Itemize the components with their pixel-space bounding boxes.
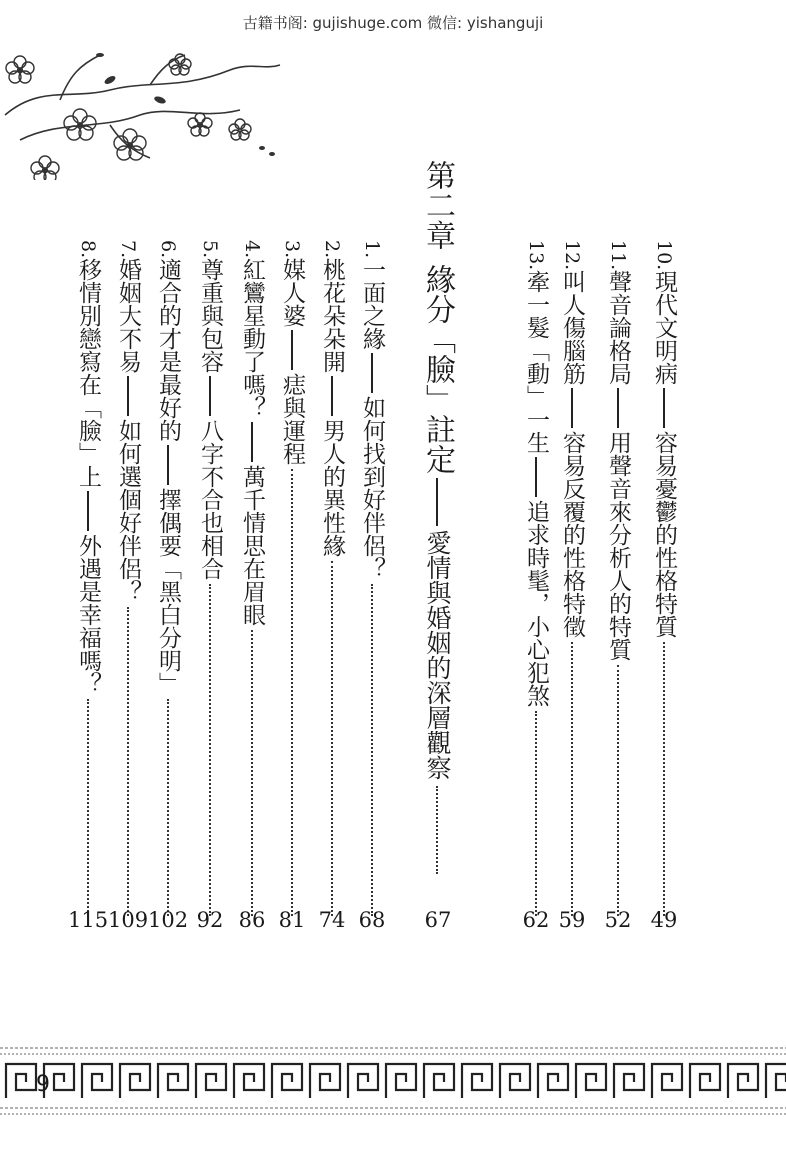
entry-subtitle: 擇偶要「黑白分明」 — [155, 488, 181, 696]
chapter-subtitle: 愛情與婚姻的深層觀察 — [423, 530, 452, 780]
leader-dots — [251, 630, 253, 916]
toc-entry[interactable] — [154, 240, 182, 920]
entry-page-number: 115 — [68, 908, 109, 932]
toc-entry[interactable] — [318, 240, 346, 920]
toc-entry[interactable] — [358, 240, 386, 920]
entry-number: 10. — [653, 240, 675, 271]
entry-subtitle: 如何找到好伴侶？ — [359, 396, 385, 581]
entry-number: 7. — [117, 240, 139, 259]
footer-page-number: 9 — [36, 1072, 50, 1097]
entry-subtitle: 追求時髦，小心犯煞 — [523, 500, 549, 708]
entry-subtitle: 萬千情思在眉眼 — [239, 465, 265, 627]
leader-dots — [209, 584, 211, 916]
entry-dash — [87, 491, 89, 531]
entry-title: 移情別戀寫在「臉」上 — [75, 258, 101, 489]
entry-dash — [331, 376, 333, 416]
entry-page-number: 52 — [604, 908, 632, 932]
plum-blossom-ornament — [0, 30, 290, 180]
entry-subtitle: 八字不合也相合 — [197, 419, 223, 581]
leader-dots — [436, 786, 438, 874]
leader-dots — [167, 699, 169, 916]
entry-number: 12. — [561, 240, 583, 271]
leader-dots — [571, 642, 573, 916]
chapter-label: 第二章 — [420, 160, 455, 250]
entry-title: 牽一髮「動」一生 — [523, 270, 549, 455]
entry-dash — [535, 457, 537, 497]
entry-number: 6. — [157, 240, 179, 259]
entry-page-number: 62 — [522, 908, 550, 932]
leader-dots — [291, 469, 293, 916]
chapter-dash — [436, 478, 438, 526]
entry-number: 4. — [241, 240, 263, 259]
entry-page-number: 81 — [278, 908, 306, 932]
entry-page-number: 109 — [108, 908, 149, 932]
entry-page-number: 102 — [148, 908, 189, 932]
toc-entry[interactable] — [114, 240, 142, 920]
entry-title: 叫人傷腦筋 — [559, 270, 585, 386]
entry-number: 13. — [525, 240, 547, 271]
entry-subtitle: 外遇是幸福嗎？ — [75, 534, 101, 696]
entry-subtitle: 男人的異性緣 — [319, 419, 345, 558]
toc-entry[interactable] — [604, 240, 632, 920]
entry-number: 5. — [199, 240, 221, 259]
entry-number: 1. — [361, 240, 383, 259]
entry-title: 媒人婆 — [279, 258, 305, 328]
entry-title: 一面之緣 — [359, 258, 385, 351]
entry-dash — [251, 422, 253, 462]
entry-title: 現代文明病 — [651, 270, 677, 386]
entry-title: 桃花朵朵開 — [319, 258, 345, 374]
entry-number: 2. — [321, 240, 343, 259]
toc-entry[interactable] — [278, 240, 306, 920]
entry-title: 適合的才是最好的 — [155, 258, 181, 443]
entry-page-number: 59 — [558, 908, 586, 932]
entry-number: 3. — [281, 240, 303, 259]
chapter-page-number: 67 — [424, 908, 452, 932]
leader-dots — [617, 665, 619, 916]
entry-subtitle: 痣與運程 — [279, 373, 305, 466]
chapter-title: 緣分「臉」註定 — [420, 264, 455, 474]
entry-dash — [209, 376, 211, 416]
leader-dots — [331, 561, 333, 916]
entry-dash — [371, 353, 373, 393]
entry-dash — [167, 445, 169, 485]
entry-page-number: 49 — [650, 908, 678, 932]
toc-entry[interactable] — [238, 240, 266, 920]
entry-page-number: 92 — [196, 908, 224, 932]
entry-title: 聲音論格局 — [605, 270, 631, 386]
leader-dots — [371, 584, 373, 916]
entry-number: 11. — [607, 240, 629, 271]
leader-dots — [535, 711, 537, 916]
leader-dots — [663, 642, 665, 916]
toc-entry[interactable] — [558, 240, 586, 920]
entry-subtitle: 如何選個好伴侶？ — [115, 419, 141, 604]
entry-title: 婚姻大不易 — [115, 258, 141, 374]
entry-title: 紅鸞星動了嗎？ — [239, 258, 265, 420]
chapter-heading[interactable] — [419, 160, 455, 880]
entry-subtitle: 用聲音來分析人的特質 — [605, 431, 631, 662]
entry-page-number: 86 — [238, 908, 266, 932]
entry-dash — [127, 376, 129, 416]
entry-subtitle: 容易反覆的性格特徵 — [559, 431, 585, 639]
toc-entry[interactable] — [196, 240, 224, 920]
entry-title: 尊重與包容 — [197, 258, 223, 374]
entry-number: 8. — [77, 240, 99, 259]
entry-page-number: 68 — [358, 908, 386, 932]
toc-entry[interactable] — [650, 240, 678, 920]
entry-page-number: 74 — [318, 908, 346, 932]
meander-border — [0, 1040, 786, 1120]
entry-dash — [571, 388, 573, 428]
toc-entry[interactable] — [74, 240, 102, 920]
watermark-text: 古籍书阁: gujishuge.com 微信: yishanguji — [242, 14, 544, 32]
toc-entry[interactable] — [522, 240, 550, 920]
leader-dots — [87, 699, 89, 916]
entry-dash — [663, 388, 665, 428]
leader-dots — [127, 607, 129, 916]
entry-dash — [291, 330, 293, 370]
entry-dash — [617, 388, 619, 428]
entry-subtitle: 容易憂鬱的性格特質 — [651, 431, 677, 639]
